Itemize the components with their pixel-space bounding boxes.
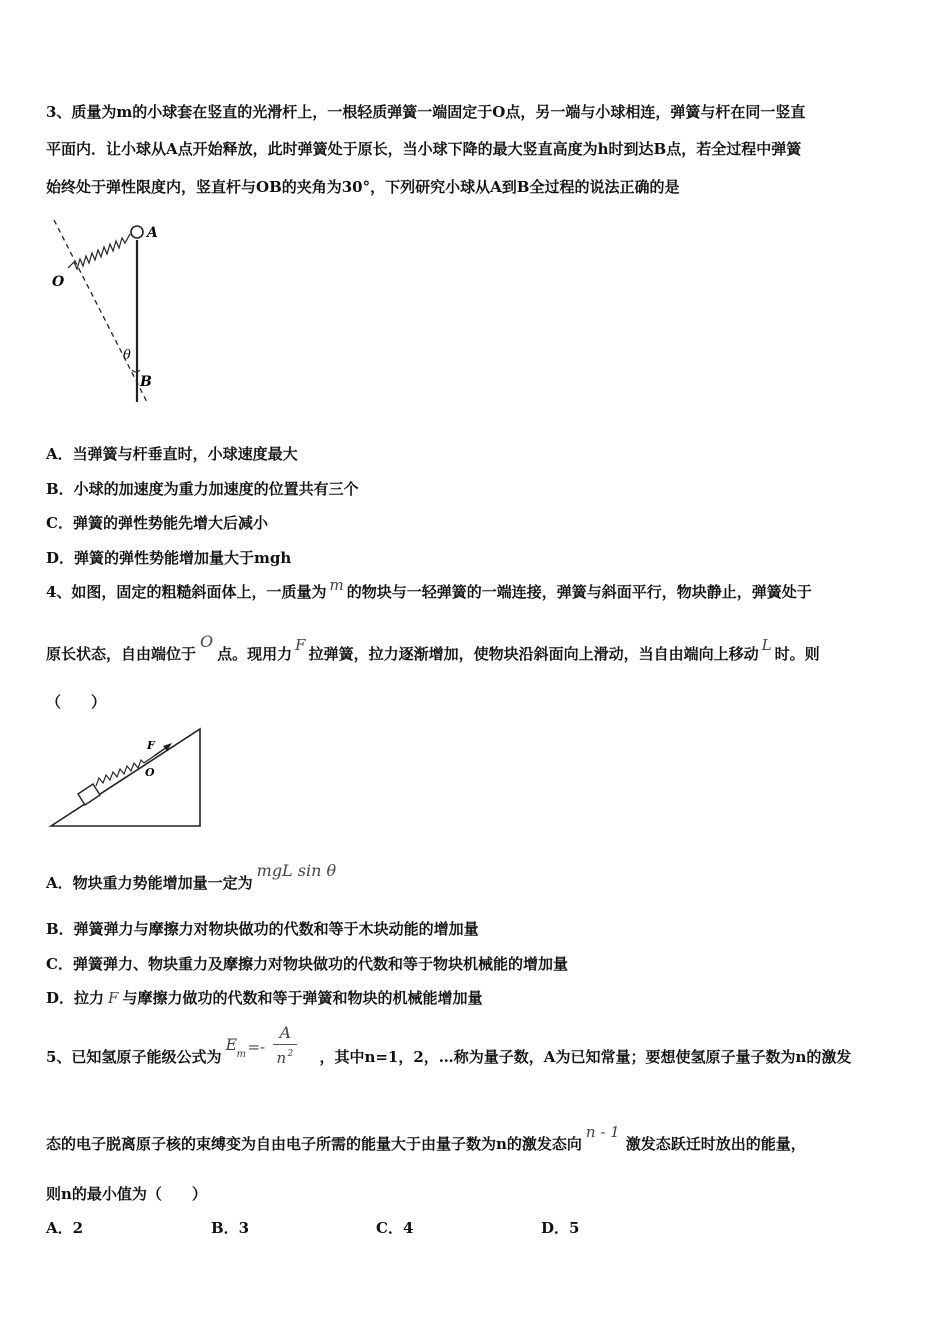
q5-line-1: 5、已知氢原子能级公式为 E m =- A n 2 ，其中n=1，2，…称为量子数，A为已知常量；要想使氢原子量子数为n的激发 bbox=[46, 1023, 852, 1067]
q4-figure-incline bbox=[48, 726, 208, 830]
q3-label-a: A bbox=[147, 225, 158, 241]
q3-spring bbox=[68, 234, 130, 269]
q3-label-o: O bbox=[52, 274, 65, 290]
q5-option-d: D．5 bbox=[541, 1219, 580, 1237]
q4-var-f: F bbox=[295, 636, 306, 654]
q4-var-m: m bbox=[329, 576, 344, 594]
q3-line-2: 平面内．让小球从A点开始释放，此时弹簧处于原长，当小球下降的最大竖直高度为h时到达B点，若全过程中弹簧 bbox=[46, 140, 802, 158]
q5-energy-formula: E m =- A n 2 bbox=[221, 1047, 319, 1067]
q4-line-3: （ ） bbox=[46, 693, 107, 711]
q3-line-1: 3、质量为m的小球套在竖直的光滑杆上，一根轻质弹簧一端固定于O点，另一端与小球相连，弹簧与杆在同一竖直 bbox=[46, 103, 806, 121]
q4-spring bbox=[96, 760, 144, 786]
q3-dashed-line-ob bbox=[54, 220, 148, 404]
q4-label-f: F bbox=[147, 739, 155, 752]
q4-label-o: O bbox=[145, 766, 155, 779]
q4-option-d: D．拉力 F 与摩擦力做功的代数和等于弹簧和物块的机械能增加量 bbox=[46, 989, 483, 1007]
q4-var-l: L bbox=[761, 636, 772, 654]
q3-option-c: C．弹簧的弹性势能先增大后减小 bbox=[46, 514, 268, 532]
q5-options bbox=[46, 1218, 706, 1238]
q4-line-1: 4、如图，固定的粗糙斜面体上，一质量为 m 的物块与一轻弹簧的一端连接，弹簧与斜面平行，物块静止，弹簧处于 bbox=[46, 576, 812, 601]
q3-label-b: B bbox=[140, 374, 152, 390]
q3-line-3: 始终处于弹性限度内，竖直杆与OB的夹角为30°，下列研究小球从A到B全过程的说法正确的是 bbox=[46, 178, 680, 196]
q3-option-b: B．小球的加速度为重力加速度的位置共有三个 bbox=[46, 480, 359, 498]
q4-option-a: A．物块重力势能增加量一定为mgL sin θ bbox=[46, 861, 337, 892]
q4-incline-triangle bbox=[51, 729, 200, 826]
q5-option-a: A．2 bbox=[46, 1219, 84, 1237]
q5-fraction-bar bbox=[273, 1044, 297, 1045]
q3-option-d: D．弹簧的弹性势能增加量大于mgh bbox=[46, 549, 292, 567]
q4-option-c: C．弹簧弹力、物块重力及摩擦力对物块做功的代数和等于物块机械能的增加量 bbox=[46, 955, 568, 973]
q4-line-2: 原长状态，自由端位于O点。现用力 F 拉弹簧，拉力逐渐增加，使物块沿斜面向上滑动，当自由端向上移动 L 时。则 bbox=[46, 632, 820, 663]
q4-var-o: O bbox=[200, 632, 214, 651]
q4-option-b: B．弹簧弹力与摩擦力对物块做功的代数和等于木块动能的增加量 bbox=[46, 920, 479, 938]
q4-var-f-option: F bbox=[108, 989, 119, 1007]
q4-force-arrowhead bbox=[163, 743, 172, 751]
q5-line-2: 态的电子脱离原子核的束缚变为自由电子所需的能量大于由量子数为n的激发态向n - 1激发态跃迁时放出的能量， bbox=[46, 1123, 806, 1153]
q5-line-3: 则n的最小值为（ ） bbox=[46, 1185, 207, 1203]
q4-formula-mglsin: mgL sin θ bbox=[256, 861, 337, 880]
q5-option-c: C．4 bbox=[376, 1219, 414, 1237]
q4-block bbox=[78, 784, 100, 805]
q5-formula-n-minus-1: n - 1 bbox=[585, 1123, 620, 1141]
q3-figure-spring-rod bbox=[44, 212, 164, 410]
q3-ball bbox=[131, 226, 143, 238]
q3-option-a: A．当弹簧与杆垂直时，小球速度最大 bbox=[46, 445, 298, 463]
q5-option-b: B．3 bbox=[211, 1219, 250, 1237]
q3-label-theta: θ bbox=[123, 348, 131, 363]
